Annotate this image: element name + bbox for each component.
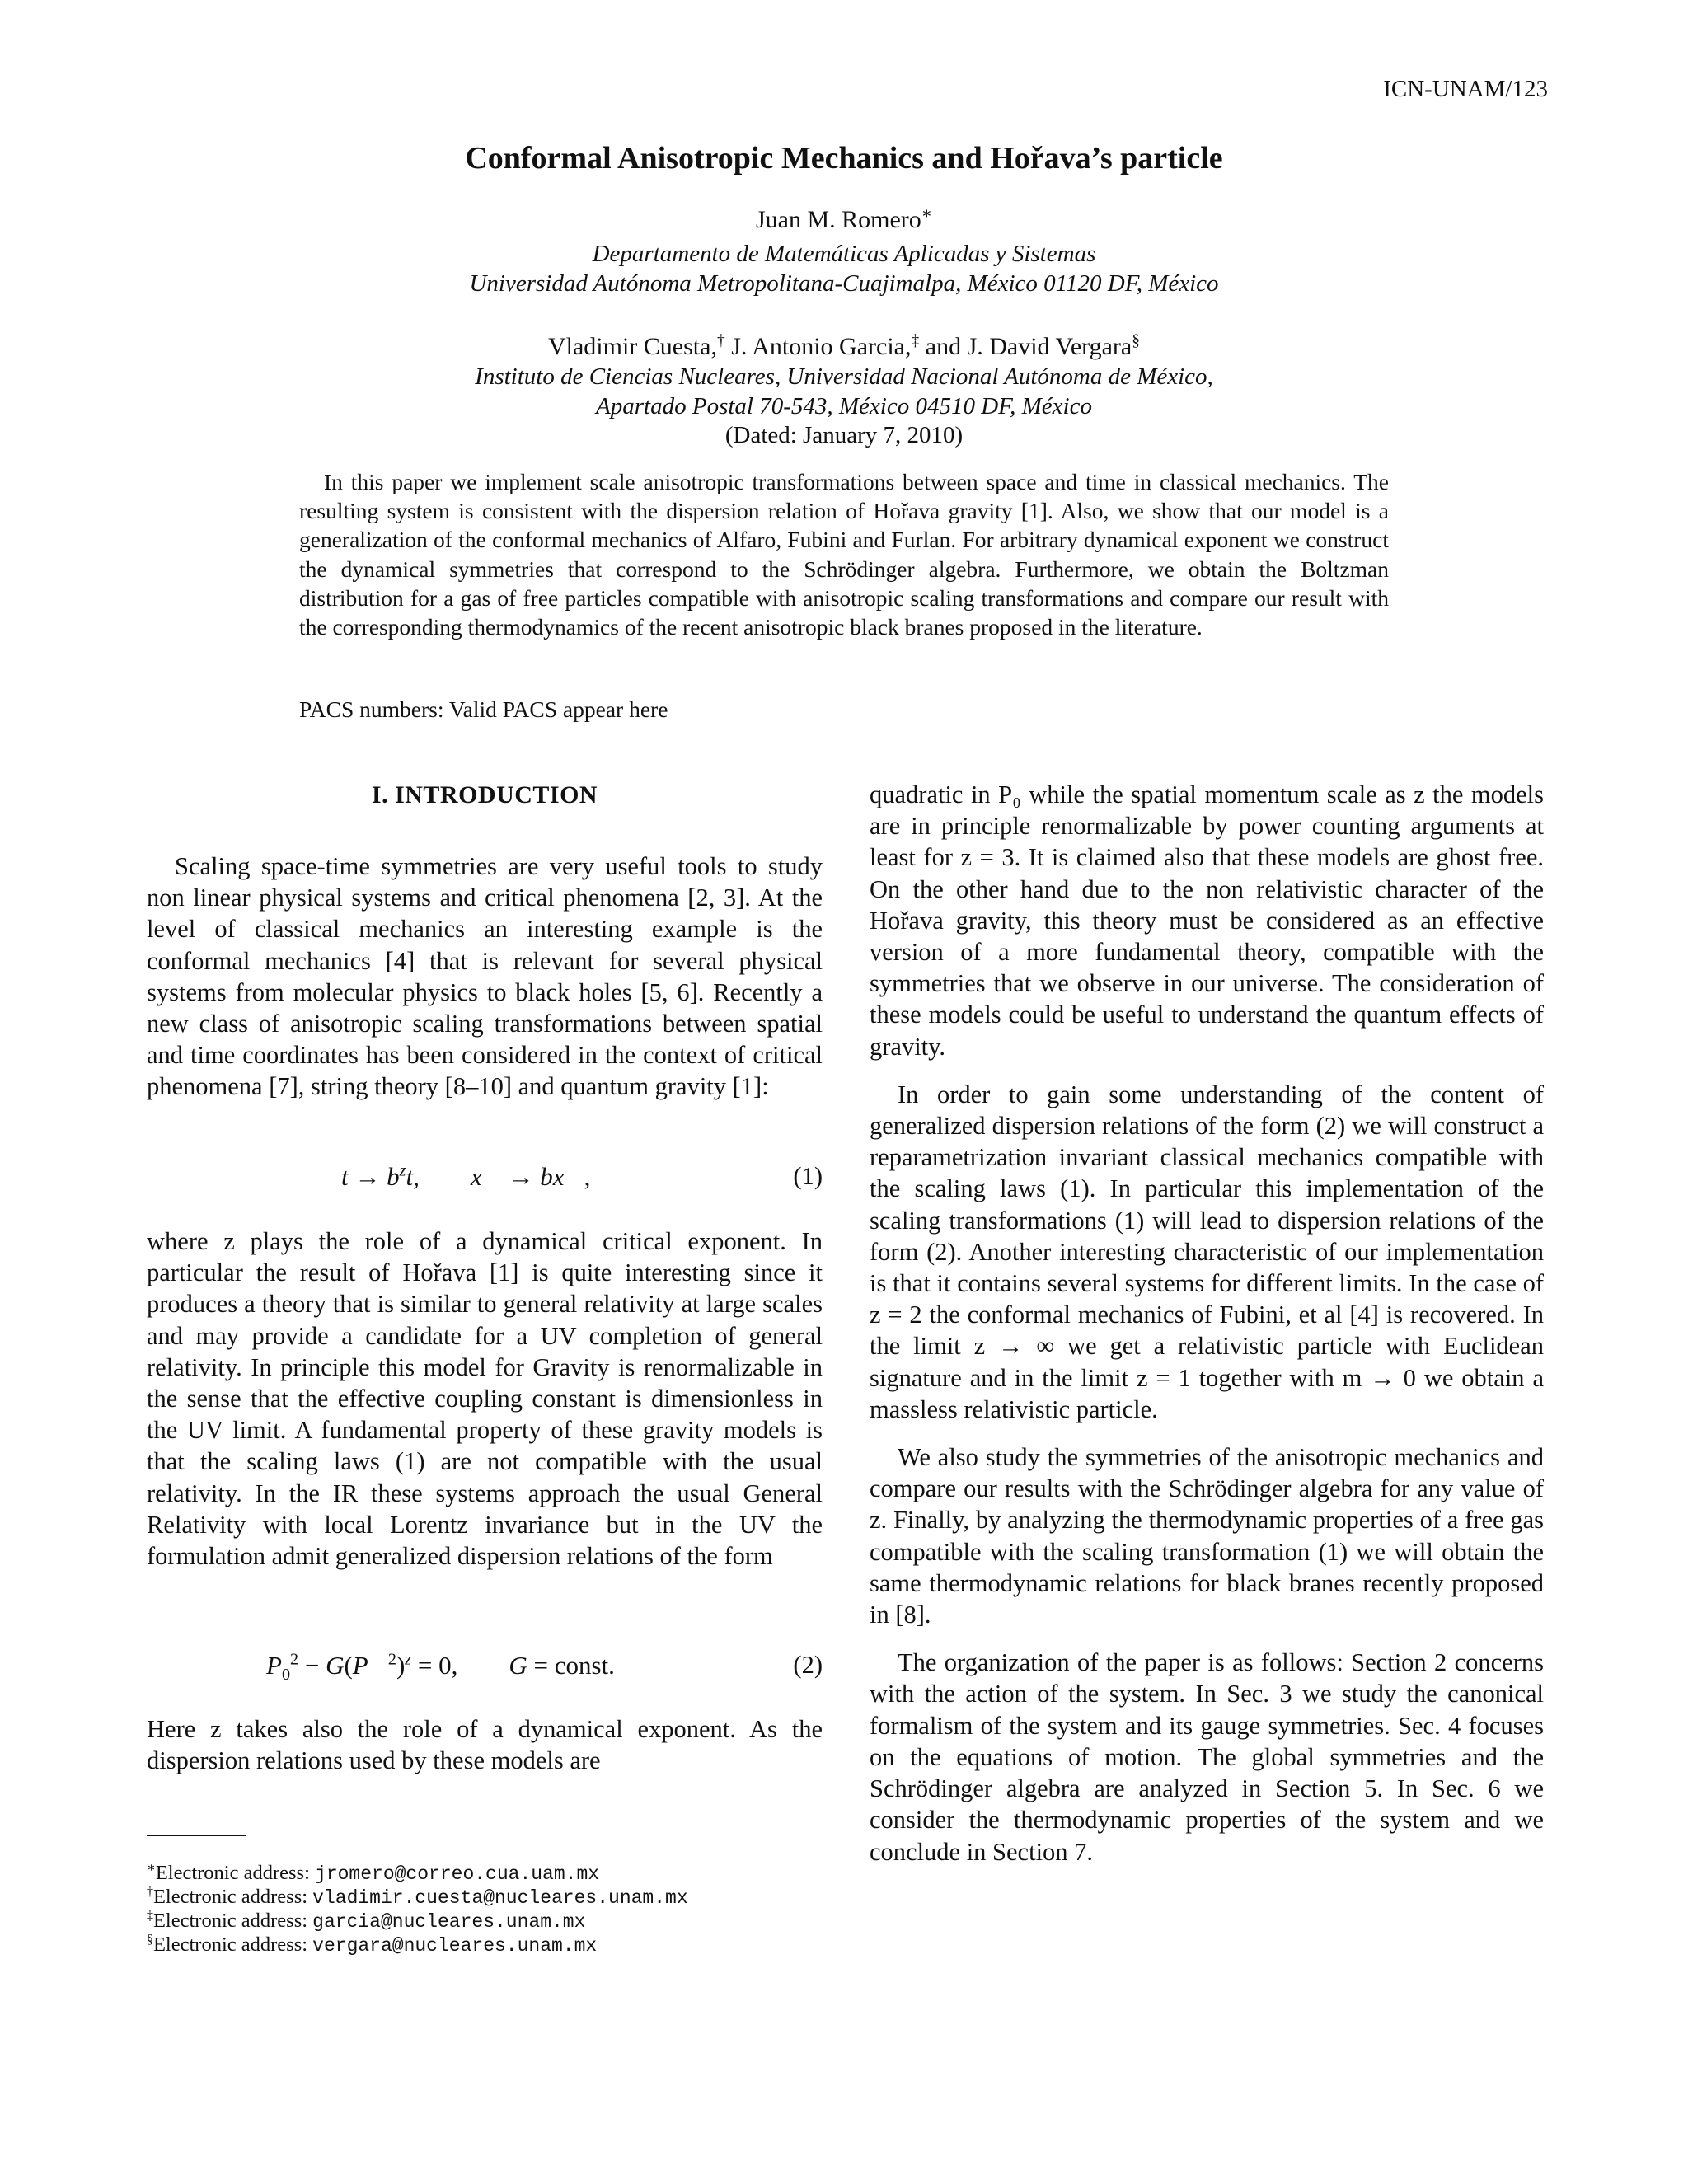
- author-name: Juan M. Romero: [755, 206, 921, 233]
- equation-2-number: (2): [793, 1651, 823, 1679]
- abstract: In this paper we implement scale anisotropic transformations between space and time in classical mechanics. The resulting system is consistent with the dispersion relation of Hořava gravity [1]. Also, we show that our model is a generalization of the conformal mechanics of Alfaro, Fubini and Furlan. For arbitrary dynamical exponent we construct the dynamical symmetries that correspond to the Schrödinger algebra. Furthermore, we obtain the Boltzman distribution for a gas of free particles compatible with anisotropic scaling transformations and compare our result with the corresponding thermodynamics of the recent anisotropic black branes proposed in the literature.: [299, 469, 1389, 640]
- equation-2-body: $P_0^2$ − G(P⃗$^2$)$^z$ = 0, G = const.: [266, 1650, 615, 1685]
- paragraph: quadratic in P₀ while the spatial momentum scale as z the models are in principle renormalizable by power counting arguments at least for z = 3. It is claimed also that these models are ghost free. On the other hand due to the non relativistic character of the Hořava gravity, this theory must be considered as an effective version of a more fundamental theory, compatible with the symmetries that we observe in our universe. The consideration of these models could be useful to understand the quantum effects of gravity.: [870, 780, 1544, 1061]
- author-name: Vladimir Cuesta,: [547, 333, 717, 360]
- paragraph: The organization of the paper is as follows: Section 2 concerns with the action of the system. In Sec. 3 we study the canonical formalism of the system and its gauge symmetries. Sec. 4 focuses on the equations of motion. The global symmetries and the Schrödinger algebra are analyzed in Section 5. In Sec. 6 we consider the thermodynamic properties of the system and we conclude in Section 7.: [870, 1648, 1544, 1866]
- paragraph: Scaling space-time symmetries are very useful tools to study non linear physical systems and critical phenomena [2, 3]. At the level of classical mechanics an interesting example is the conformal mechanics [4] that is relevant for several physical systems from molecular physics to black holes [5, 6]. Recently a new class of anisotropic scaling transformations between spatial and time coordinates has been considered in the context of critical phenomena [7], string theory [8–10] and quantum gravity [1]:: [147, 852, 823, 1101]
- author-mark: †: [716, 332, 725, 349]
- footnote-3: [147, 1909, 585, 1934]
- author-mark: §: [1132, 332, 1140, 349]
- footnote-mark: †: [147, 1884, 153, 1899]
- footnote-2: [147, 1885, 688, 1910]
- equation-1-body: $t \to b^zt$, x⃗ → bx⃗,: [341, 1161, 591, 1191]
- footnote-email[interactable]: jromero@correo.cua.uam.mx: [315, 1863, 600, 1885]
- footnote-mark: §: [147, 1932, 153, 1947]
- equation-1-number: (1): [793, 1162, 823, 1190]
- footnote-rule: [147, 1835, 246, 1836]
- left-column-paragraph-3: [147, 1713, 823, 1776]
- affiliation-2-line-2: Apartado Postal 70-543, México 04510 DF, México: [596, 393, 1092, 419]
- paragraph: We also study the symmetries of the anisotropic mechanics and compare our results with the Schrödinger algebra for any value of z. Finally, by analyzing the thermodynamic properties of a free gas compatible with the scaling transformation (1) we will obtain the same thermodynamic relations for black branes recently proposed in [8].: [870, 1443, 1544, 1629]
- left-column-paragraph-1: [147, 851, 823, 1103]
- author-name: and J. David Vergara: [919, 333, 1132, 360]
- left-column-paragraph-2: [147, 1226, 823, 1572]
- right-column: [870, 779, 1544, 1868]
- paragraph: Here z takes also the role of a dynamical exponent. As the dispersion relations used by these models are: [147, 1715, 823, 1775]
- equation-2: [147, 1651, 823, 1687]
- preprint-number: ICN-UNAM/123: [1383, 76, 1548, 102]
- footnote-label: Electronic address:: [155, 1862, 316, 1884]
- affiliation-2-line-1: Instituto de Ciencias Nucleares, Universidad Nacional Autónoma de México,: [475, 363, 1213, 390]
- paragraph: where z plays the role of a dynamical critical exponent. In particular the result of Hořava [1] is quite interesting since it produces a theory that is similar to general relativity at large scales and may provide a candidate for a UV completion of general relativity. In principle this model for Gravity is renormalizable in the sense that the effective coupling constant is dimensionless in the UV limit. A fundamental property of these gravity models is that the scaling laws (1) are not compatible with the usual relativity. In the IR these systems approach the usual General Relativity with local Lorentz invariance but in the UV the formulation admit generalized dispersion relations of the form: [147, 1227, 823, 1571]
- footnote-email[interactable]: vergara@nucleares.unam.mx: [312, 1935, 598, 1957]
- footnote-label: Electronic address:: [152, 1933, 313, 1956]
- footnote-mark: ∗: [147, 1860, 156, 1875]
- section-heading: [147, 779, 823, 811]
- dated-line: (Dated: January 7, 2010): [724, 422, 964, 448]
- paragraph: In order to gain some understanding of the content of generalized dispersion relations of the form (2) we will construct a reparametrization invariant classical mechanics compatible with the scaling laws (1). In particular this implementation of the scaling transformations (1) will lead to dispersion relations of the form (2). Another interesting characteristic of our implementation is that it contains several systems for different limits. In the case of z = 2 the conformal mechanics of Fubini, et al [4] is recovered. In the limit z → ∞ we get a relativistic particle with Euclidean signature and in the limit z = 1 together with m → 0 we obtain a massless relativistic particle.: [870, 1080, 1544, 1423]
- footnote-email[interactable]: vladimir.cuesta@nucleares.unam.mx: [312, 1887, 688, 1909]
- author-mark: ∗: [921, 205, 933, 223]
- author-name: J. Antonio Garcia,: [724, 333, 912, 360]
- section-heading-text: I. INTRODUCTION: [371, 781, 598, 808]
- author-line-2: [0, 333, 1688, 361]
- author-line-1: [0, 206, 1688, 234]
- footnote-label: Electronic address:: [152, 1886, 313, 1908]
- equation-1: [147, 1162, 823, 1195]
- footnote-email[interactable]: garcia@nucleares.unam.mx: [312, 1911, 586, 1933]
- footnote-1: [147, 1861, 599, 1886]
- footnote-label: Electronic address:: [152, 1910, 313, 1932]
- paper-title: Conformal Anisotropic Mechanics and Hořava’s particle: [465, 141, 1223, 176]
- footnote-mark: ‡: [147, 1908, 153, 1923]
- affiliation-1-line-2: Universidad Autónoma Metropolitana-Cuajimalpa, México 01120 DF, México: [469, 270, 1219, 297]
- author-mark: ‡: [911, 332, 920, 349]
- pacs-numbers: PACS numbers: Valid PACS appear here: [299, 696, 668, 722]
- affiliation-1-line-1: Departamento de Matemáticas Aplicadas y Sistemas: [592, 241, 1096, 267]
- footnote-4: [147, 1933, 597, 1958]
